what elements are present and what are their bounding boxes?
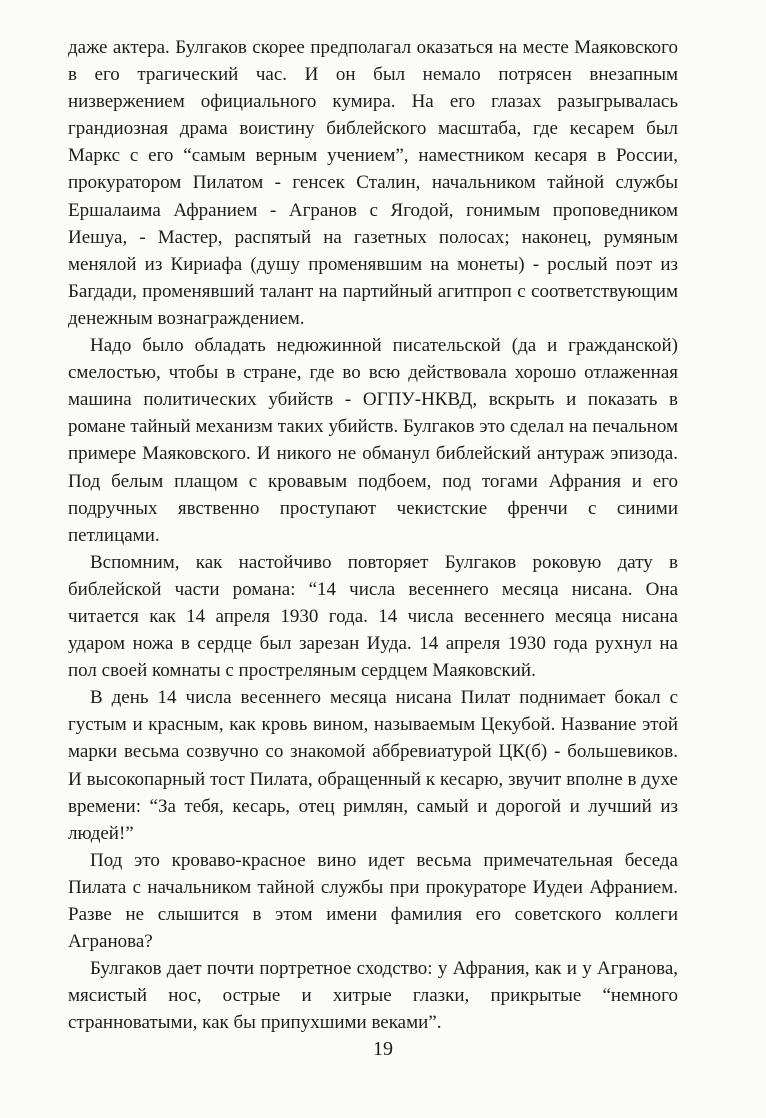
paragraph-5: Под это кроваво-красное вино идет весьма примечательная беседа Пилата с начальником тайной службы при прокураторе Иудеи Афранием. Разве не слышится в этом имени фамилия его советского коллеги Агранова? <box>68 849 678 953</box>
paragraph-1: даже актера. Булгаков скорее предполагал оказаться на месте Маяковского в его трагический час. И он был немало потрясен внезапным низвержением официального кумира. На его глазах разыгрывалась грандиозная драма воистину библейского масштаба, где кесарем был Маркс с его “самым верным учением”, наместником кесаря в России, прокуратором Пилатом - генсек Сталин, начальником тайной службы Ершалаима Афранием - Агранов с Ягодой, гонимым проповедником Иешуа, - Мастер, распятый на газетных полосах; наконец, румяным менялой из Кириафа (душу променявшим на монеты) - рослый поэт из Багдади, променявший талант на партийный агитпроп с соответствующим денежным вознаграждением. <box>68 37 678 329</box>
page-number: 19 <box>373 1038 393 1060</box>
paragraph-4: В день 14 числа весеннего месяца нисана Пилат поднимает бокал с густым и красным, как кровь вином, называемым Цекубой. Название этой марки весьма созвучно со знакомой аббревиатурой ЦК(б) - большевиков. И высокопарный тост Пилата, обращенный к кесарю, звучит вполне в духе времени: “За тебя, кесарь, отец римлян, самый и дорогой и лучший из людей!” <box>68 687 678 844</box>
paragraph-6: Булгаков дает почти портретное сходство: у Афрания, как и у Агранова, мясистый нос, острые и хитрые глазки, прикрытые “немного странноватыми, как бы припухшими веками”. <box>68 958 678 1034</box>
paragraph-3: Вспомним, как настойчиво повторяет Булгаков роковую дату в библейской части романа: “14 числа весеннего месяца нисана. Она читается как 14 апреля 1930 года. 14 числа весеннего месяца нисана ударом ножа в сердце был зарезан Иуда. 14 апреля 1930 года рухнул на пол своей комнаты с простреляным сердцем Маяковский. <box>68 551 678 682</box>
paragraph-2: Надо было обладать недюжинной писательской (да и гражданской) смелостью, чтобы в стране, где во всю действовала хорошо отлаженная машина политических убийств - ОГПУ-НКВД, вскрыть и показать в романе тайный механизм таких убийств. Булгаков это сделал на печальном примере Маяковского. И никого не обманул библейский антураж эпизода. Под белым плащом с кровавым подбоем, под тогами Афрания и его подручных явственно проступают чекистские френчи с синими петлицами. <box>68 335 678 546</box>
page-text <box>68 34 678 1036</box>
